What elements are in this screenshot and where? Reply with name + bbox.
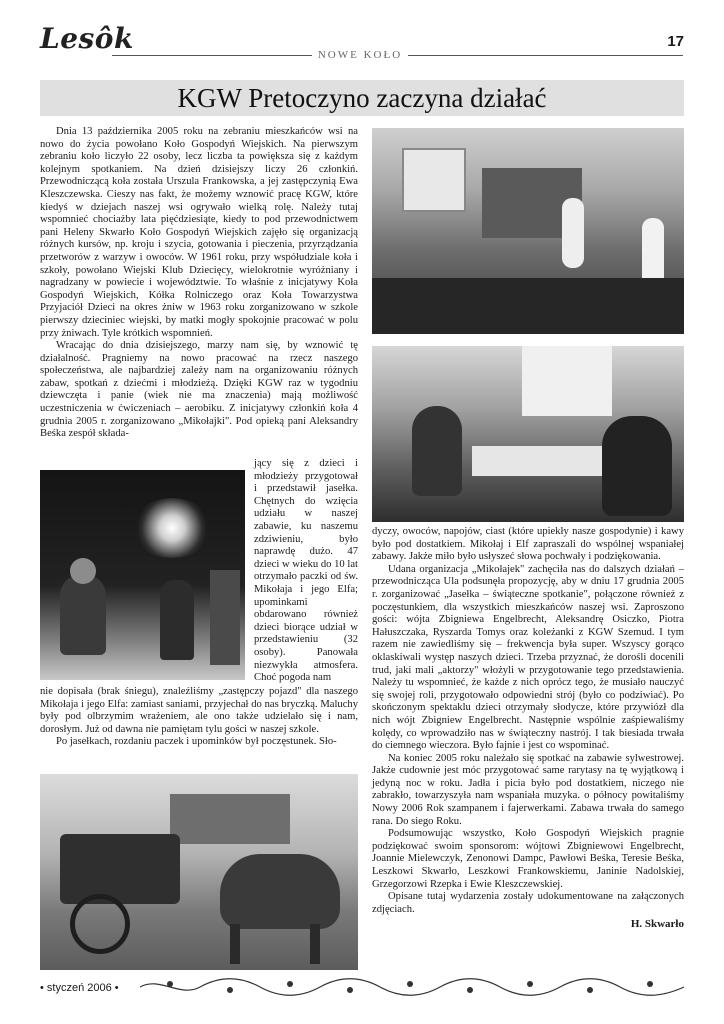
article-paragraph: Dnia 13 października 2005 roku na zebraniu mieszkańców wsi na nowo do życia powołano Koło Gospodyń Wiejskich. Na pierwszym zebraniu koło liczyło 22 osoby, lecz liczba ta powiększa się z każdym kolejnym spotkaniem. Na dzień dzisiejszy liczy 26 członkiń. Przewodniczącą koła została Urszula Frankowska, a jej zastępczynią Ewa Kleszczewska. Cieszy nas fakt, że możemy wznowić pracę KGW, które kiedyś w dziejach naszej wsi ogrywało wielką rolę. Należy tutaj wspomnieć chociażby lata pięćdziesiąte, kiedy to pod przewodnictwem pani Heleny Skwarło Koło Gospodyń Wiejskich zajęło się organizacją różnych kursów, np. kroju i szycia, gotowania i pieczenia, przyrządzania przetworów z warzyw i owoców. W 1961 roku, przy współudziale koła i szkoły, powołano Wiejski Klub Dziecięcy, wielokrotnie wyróżniany i nagradzany w powiecie i województwie. To właśnie z inicjatywy Koła Gospodyń Wiejskich, Kółka Rolniczego oraz Koła Towarzystwa Przyjaciół Dzieci na okres żniw w 1963 roku zorganizowano w szkole pierwszy dzieciniec wiejski, by matki mogły spokojnie pracować w polu przy żniwach. Tyle krótkich wspomnień. (40, 126, 358, 339)
article-paragraph: nie dopisała (brak śniegu), znaleźliśmy „zastępczy pojazd" dla naszego Mikołaja i jego Elfa: zamiast saniami, przyjechał do nas bryczką. Maluchy były pod olbrzymim wrażeniem, ale ono także udzielało się i nam, dorosłym. Już od dawna nie pamiętam tylu gości w naszej szkole. (40, 686, 358, 735)
section-label: NOWE KOŁO (317, 49, 403, 61)
photo-fireworks (40, 470, 245, 680)
article-paragraph: Wracając do dnia dzisiejszego, marzy nam się, by wznowić tę działalność. Pragniemy na nowo pracować na rzecz naszego społeczeństwa, ale najbardziej zależy nam na organizowaniu różnych zabaw, spotkań z dziećmi i młodzieżą. Dzięki KGW raz w tygodniu dziewczęta i panie (wiek nie ma znaczenia) mają możliwość uczestniczenia w ćwiczeniach – aerobiku. Z inicjatywy członkiń koła 4 grudnia 2005 r. zorganizowano „Mikołajki". Pod opieką pani Aleksandry Beśka zespół składa- (40, 340, 358, 440)
left-column-top (40, 126, 358, 441)
photo-nativity-play (372, 128, 684, 334)
article-paragraph: Podsumowując wszystko, Koło Gospodyń Wiejskich pragnie podziękować swoim sponsorom: wójtowi Zbigniewowi Engelbrecht, Joannie Mielewczyk, Zenonowi Dampc, Pawłowi Beśka, Teresie Beśka, Leszkowi Skwarło, Leszkowi Frankowskiemu, Janinie Nadolskiej, Grzegorzowi Rzepka i Ewie Kleszczewskiej. (372, 828, 684, 890)
article-paragraph: Opisane tutaj wydarzenia zostały udokumentowane na załączonych zdjęciach. (372, 891, 684, 915)
article-paragraph: Na koniec 2005 roku należało się spotkać na zabawie sylwestrowej. Jakże cudownie jest móc przygotować same rarytasy na tę wyjątkową i jedyną noc w roku. Jadła i picia było pod dostatkiem, niczego nie zabrakło, towarzyszyła nam wspaniała muzyka. o północy powitaliśmy Nowy 2006 Rok szampanem i fajerwerkami. Zabawa trwała do samego rana. Do siego Roku. (372, 752, 684, 827)
masthead-rule-right (408, 55, 683, 56)
article-title: KGW Pretoczyno zaczyna działać (40, 80, 684, 116)
right-column (372, 526, 684, 932)
article-paragraph: Po jasełkach, rozdaniu paczek i upominków był poczęstunek. Sło- (56, 736, 337, 748)
wrap-text (254, 458, 358, 685)
author-signature: H. Skwarło (630, 918, 684, 931)
photo-carriage (40, 774, 358, 970)
article-paragraph: jący się z dzieci i młodzieży przygotował i przedstawił jasełka. Chętnych do wzięcia udziału w naszej zabawie, ku naszemu zdziwieniu, było naprawdę dużo. 47 dzieci w wieku do 10 lat otrzymało paczki od św. Mikołaja i jego Elfa; upominkami obdarowano również dzieci biorące udział w przedstawieniu (32 osoby). Panowała niezwykła atmosfera. Choć pogoda nam (254, 458, 358, 684)
floral-ornament (140, 976, 684, 998)
masthead-rule-left (112, 55, 312, 56)
left-column-bottom (40, 686, 358, 749)
page-number: 17 (667, 33, 684, 50)
photo-meeting-table (372, 346, 684, 522)
article-paragraph: Udana organizacja „Mikołajek" zachęciła nas do dalszych działań – przewodnicząca Ula podsunęła propozycję, aby w dniu 17 grudnia 2005 r. zorganizować „Jasełka – świąteczne spotkanie", połączone również z poczęstunkiem, dla wszystkich mieszkańców naszej wsi. Zaproszono gości: wójta Zbigniewa Engelbrecht, Aleksandrę Osiczko, Piotra Hałuszczaka, Ryszarda Tomys oraz koleżanki z KGW Szemud. I tym razem nie zawiedliśmy się – frekwencja była super. Wszyscy gorąco oklaskiwali występ naszych dzieci. Trzeba przyznać, że dorośli docenili trud, jaki mali „aktorzy" włożyli w przygotowanie tego przedstawienia. Należy tu wspomnieć, że każde z nich oprócz tego, że musiało nauczyć się swojej roli, przygotowało odpowiedni strój (było co podziwiać). Po skończonym spektaklu dzieci otrzymały słodycze, które przywiózł dla nich wójt Zbigniew Engelbrecht. Następnie wspólnie zaśpiewaliśmy kolędy, co wprowadziło nas w świąteczny nastrój. I tak biesiada trwała do ciemnego wieczora. Było fajnie i jest co wspominać. (372, 563, 684, 752)
article-paragraph: dyczy, owoców, napojów, ciast (które upiekły nasze gospodynie) i kawy było pod dostatkiem. Mikołaj i Elf zapraszali do wspólnej wspaniałej zabawy. Jakże miło było usłyszeć słowa pochwały i podziękowania. (372, 526, 684, 563)
magazine-logo: Lesôk (40, 22, 134, 55)
issue-date: • styczeń 2006 • (40, 982, 119, 994)
